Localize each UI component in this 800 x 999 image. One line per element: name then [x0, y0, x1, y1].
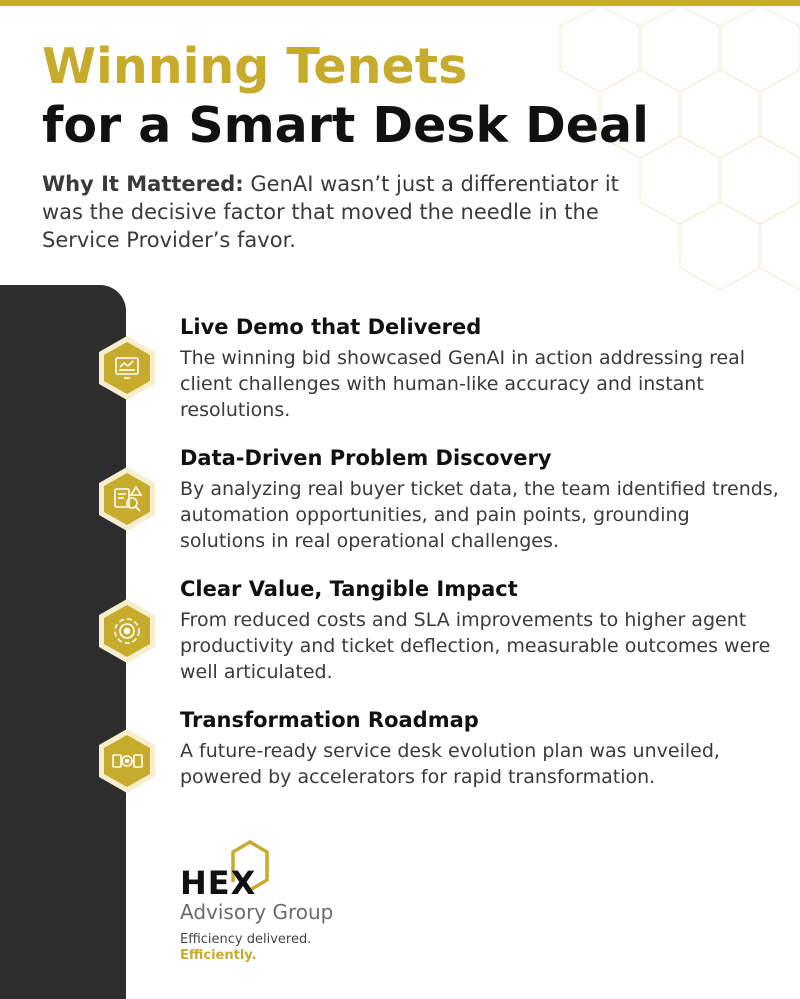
logo-company-name: Advisory Group [180, 900, 334, 924]
analysis-icon [96, 465, 158, 533]
intro-text: GenAI wasn’t just a differentiator it was the decisive factor that moved the needle in the Service Provider’s favor. [42, 172, 619, 252]
logo-tagline-2: Efficiently. [180, 948, 257, 963]
tenet-clear-value [180, 575, 780, 685]
intro-label: Why It Mattered: [42, 172, 244, 196]
hex-advisory-logo [180, 838, 380, 968]
tenet-data-driven [180, 444, 780, 554]
tenet-body: A future-ready service desk evolution plan was unveiled, powered by accelerators for rapid transformation. [180, 740, 720, 788]
tenet-title: Transformation Roadmap [180, 708, 479, 732]
tenet-title: Live Demo that Delivered [180, 315, 482, 339]
logo-tagline-1: Efficiency delivered. [180, 932, 312, 947]
title-line-1: Winning Tenets [42, 38, 468, 95]
tenet-title: Clear Value, Tangible Impact [180, 577, 518, 601]
title-line-2: for a Smart Desk Deal [42, 97, 649, 154]
intro-paragraph [42, 170, 642, 254]
dashboard-icon [96, 334, 158, 402]
tenet-body: From reduced costs and SLA improvements to higher agent productivity and ticket deflection, measurable outcomes were well articulated. [180, 609, 771, 683]
hexagon-pattern-background [500, 6, 800, 326]
target-cycle-icon [96, 597, 158, 665]
tenet-live-demo [180, 313, 780, 423]
logo-mark: HEX [180, 864, 257, 902]
roadmap-icon [96, 727, 158, 795]
tenet-roadmap [180, 706, 780, 790]
tenet-body: By analyzing real buyer ticket data, the team identified trends, automation opportunities, and pain points, grounding solutions in real operational challenges. [180, 478, 779, 552]
tenet-body: The winning bid showcased GenAI in action addressing real client challenges with human-like accuracy and instant resolutions. [180, 347, 746, 421]
tenet-title: Data-Driven Problem Discovery [180, 446, 552, 470]
